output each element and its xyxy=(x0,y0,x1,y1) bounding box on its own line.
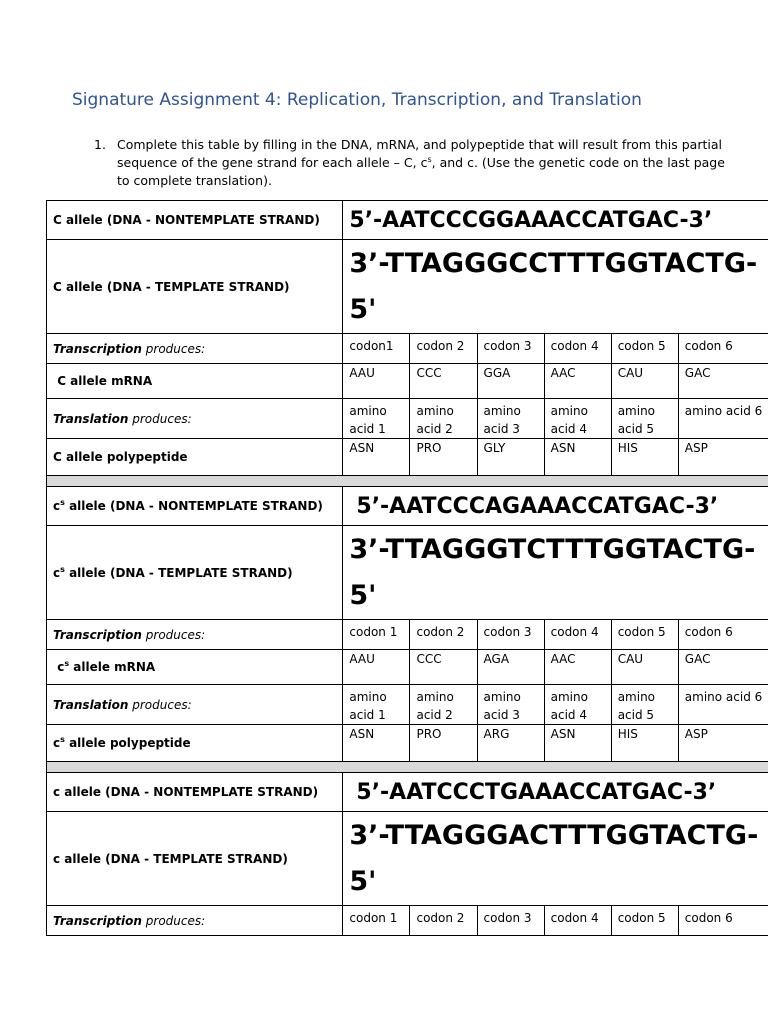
c-allele-template-sequence[interactable] xyxy=(343,240,768,334)
cs-allele-mrna-row xyxy=(47,650,768,685)
label-suffix: allele mRNA xyxy=(69,660,156,674)
mrna-codon-cell[interactable]: CAU xyxy=(611,650,678,685)
cs-allele-polypeptide-label xyxy=(47,725,343,762)
label-prefix: c xyxy=(53,565,61,580)
label-superscript: s xyxy=(60,564,65,574)
c-allele-template-label: C allele (DNA - TEMPLATE STRAND) xyxy=(47,240,343,334)
polypeptide-cell[interactable]: ASN xyxy=(544,725,611,762)
c-allele-nontemplate-sequence[interactable]: 5’-AATCCCGGAAACCATGAC-3’ xyxy=(343,201,768,240)
translation-produces-label xyxy=(47,685,343,725)
c-allele-template-row xyxy=(47,240,768,334)
amino-acid-header: amino acid 6 xyxy=(678,685,768,725)
section-divider-cell xyxy=(47,762,768,773)
label-superscript: s xyxy=(60,735,65,744)
c-lower-allele-nontemplate-row xyxy=(47,773,768,812)
produces-word: produces: xyxy=(141,913,206,928)
template-sequence-line-2: 5' xyxy=(349,293,377,325)
codon-header: codon 3 xyxy=(477,334,544,364)
codon-header: codon 6 xyxy=(678,334,768,364)
mrna-label-text: C allele mRNA xyxy=(57,374,153,388)
instruction-item-1 xyxy=(94,136,734,190)
c-lower-allele-template-row xyxy=(47,812,768,906)
amino-acid-header: amino acid 1 xyxy=(343,399,410,439)
c-allele-transcription-row xyxy=(47,334,768,364)
cs-allele-template-sequence[interactable] xyxy=(343,526,768,620)
cs-allele-translation-row xyxy=(47,685,768,725)
mrna-codon-cell[interactable]: CCC xyxy=(410,650,477,685)
produces-word: produces: xyxy=(128,697,192,712)
section-divider xyxy=(47,476,768,487)
cs-allele-nontemplate-sequence[interactable]: 5’-AATCCCAGAAACCATGAC-3’ xyxy=(343,487,768,526)
mrna-codon-cell[interactable]: AAC xyxy=(544,364,611,399)
allele-table xyxy=(46,200,768,936)
label-prefix: c xyxy=(57,660,65,674)
produces-word: produces: xyxy=(128,411,192,426)
amino-acid-header: amino acid 6 xyxy=(678,399,768,439)
polypeptide-cell[interactable]: ASN xyxy=(343,439,410,476)
codon-header: codon 3 xyxy=(477,620,544,650)
transcription-produces-label xyxy=(47,334,343,364)
c-lower-allele-template-sequence[interactable] xyxy=(343,812,768,906)
translation-word: Translation xyxy=(53,697,129,712)
codon-header: codon 4 xyxy=(544,620,611,650)
cs-allele-template-label xyxy=(47,526,343,620)
codon-header: codon 5 xyxy=(611,334,678,364)
translation-word: Translation xyxy=(53,411,129,426)
template-sequence-line-1: 3’-TTAGGGTCTTTGGTACTG- xyxy=(349,533,756,565)
polypeptide-cell[interactable]: PRO xyxy=(410,725,477,762)
label-superscript: s xyxy=(64,659,70,668)
amino-acid-header: amino acid 4 xyxy=(544,399,611,439)
produces-word: produces: xyxy=(141,627,206,642)
c-lower-allele-nontemplate-label: c allele (DNA - NONTEMPLATE STRAND) xyxy=(47,773,343,812)
codon-header: codon 5 xyxy=(611,620,678,650)
transcription-produces-label xyxy=(47,620,343,650)
codon-header: codon 6 xyxy=(678,906,768,936)
mrna-codon-cell[interactable]: CCC xyxy=(410,364,477,399)
label-superscript: s xyxy=(60,498,65,507)
mrna-codon-cell[interactable]: GGA xyxy=(477,364,544,399)
amino-acid-header: amino acid 3 xyxy=(477,685,544,725)
label-prefix: c xyxy=(53,499,61,513)
template-sequence-line-2: 5' xyxy=(349,865,377,897)
page-title: Signature Assignment 4: Replication, Transcription, and Translation xyxy=(72,90,642,110)
codon-header: codon 3 xyxy=(477,906,544,936)
polypeptide-cell[interactable]: ASP xyxy=(678,439,768,476)
polypeptide-cell[interactable]: HIS xyxy=(611,439,678,476)
mrna-codon-cell[interactable]: AAC xyxy=(544,650,611,685)
amino-acid-header: amino acid 5 xyxy=(611,399,678,439)
polypeptide-cell[interactable]: GLY xyxy=(477,439,544,476)
c-allele-translation-row xyxy=(47,399,768,439)
cs-allele-template-row xyxy=(47,526,768,620)
instruction-text xyxy=(117,136,734,190)
transcription-word: Transcription xyxy=(53,913,142,928)
section-divider xyxy=(47,762,768,773)
produces-word: produces: xyxy=(141,341,206,356)
instruction-number: 1. xyxy=(94,137,106,152)
codon-header: codon 2 xyxy=(410,620,477,650)
label-suffix: allele polypeptide xyxy=(64,736,191,750)
polypeptide-cell[interactable]: ASN xyxy=(343,725,410,762)
amino-acid-header: amino acid 3 xyxy=(477,399,544,439)
instruction-superscript: s xyxy=(427,154,432,164)
cs-allele-transcription-row xyxy=(47,620,768,650)
c-lower-allele-nontemplate-sequence[interactable]: 5’-AATCCCTGAAACCATGAC-3’ xyxy=(343,773,768,812)
label-suffix: allele (DNA - TEMPLATE STRAND) xyxy=(64,565,293,580)
polypeptide-cell[interactable]: ARG xyxy=(477,725,544,762)
codon-header: codon1 xyxy=(343,334,410,364)
c-allele-mrna-label xyxy=(47,364,343,399)
amino-acid-header: amino acid 1 xyxy=(343,685,410,725)
codon-header: codon 2 xyxy=(410,334,477,364)
cs-allele-nontemplate-row xyxy=(47,487,768,526)
mrna-codon-cell[interactable]: AGA xyxy=(477,650,544,685)
instruction-text-part-2: , and c. (Use the genetic code on the last page to complete translation). xyxy=(117,155,725,188)
mrna-codon-cell[interactable]: GAC xyxy=(678,364,768,399)
c-lower-allele-template-label: c allele (DNA - TEMPLATE STRAND) xyxy=(47,812,343,906)
cs-allele-mrna-label xyxy=(47,650,343,685)
codon-header: codon 5 xyxy=(611,906,678,936)
template-sequence-line-1: 3’-TTAGGGCCTTTGGTACTG- xyxy=(349,247,758,279)
amino-acid-header: amino acid 2 xyxy=(410,399,477,439)
polypeptide-cell[interactable]: PRO xyxy=(410,439,477,476)
template-sequence-line-1: 3’-TTAGGGACTTTGGTACTG- xyxy=(349,819,759,851)
label-prefix: c xyxy=(53,736,61,750)
amino-acid-header: amino acid 2 xyxy=(410,685,477,725)
amino-acid-header: amino acid 4 xyxy=(544,685,611,725)
template-sequence-line-2: 5' xyxy=(349,579,377,611)
translation-produces-label xyxy=(47,399,343,439)
codon-header: codon 4 xyxy=(544,334,611,364)
mrna-codon-cell[interactable]: GAC xyxy=(678,650,768,685)
polypeptide-cell[interactable]: ASN xyxy=(544,439,611,476)
codon-header: codon 6 xyxy=(678,620,768,650)
mrna-codon-cell[interactable]: AAU xyxy=(343,364,410,399)
polypeptide-cell[interactable]: HIS xyxy=(611,725,678,762)
label-suffix: allele (DNA - NONTEMPLATE STRAND) xyxy=(64,499,323,513)
c-allele-mrna-row xyxy=(47,364,768,399)
transcription-word: Transcription xyxy=(53,627,142,642)
codon-header: codon 1 xyxy=(343,906,410,936)
polypeptide-cell[interactable]: ASP xyxy=(678,725,768,762)
c-allele-polypeptide-label: C allele polypeptide xyxy=(47,439,343,476)
codon-header: codon 4 xyxy=(544,906,611,936)
cs-allele-nontemplate-label xyxy=(47,487,343,526)
mrna-codon-cell[interactable]: AAU xyxy=(343,650,410,685)
codon-header: codon 2 xyxy=(410,906,477,936)
transcription-produces-label xyxy=(47,906,343,936)
c-lower-allele-transcription-row xyxy=(47,906,768,936)
c-allele-polypeptide-row xyxy=(47,439,768,476)
codon-header: codon 1 xyxy=(343,620,410,650)
cs-allele-polypeptide-row xyxy=(47,725,768,762)
c-allele-nontemplate-row xyxy=(47,201,768,240)
transcription-word: Transcription xyxy=(53,341,142,356)
amino-acid-header: amino acid 5 xyxy=(611,685,678,725)
c-allele-nontemplate-label: C allele (DNA - NONTEMPLATE STRAND) xyxy=(47,201,343,240)
mrna-codon-cell[interactable]: CAU xyxy=(611,364,678,399)
section-divider-cell xyxy=(47,476,768,487)
instruction-text-part-1: Complete this table by filling in the DNA, mRNA, and polypeptide that will result from this partial sequence of the gene strand for each allele – C, c xyxy=(117,137,722,170)
